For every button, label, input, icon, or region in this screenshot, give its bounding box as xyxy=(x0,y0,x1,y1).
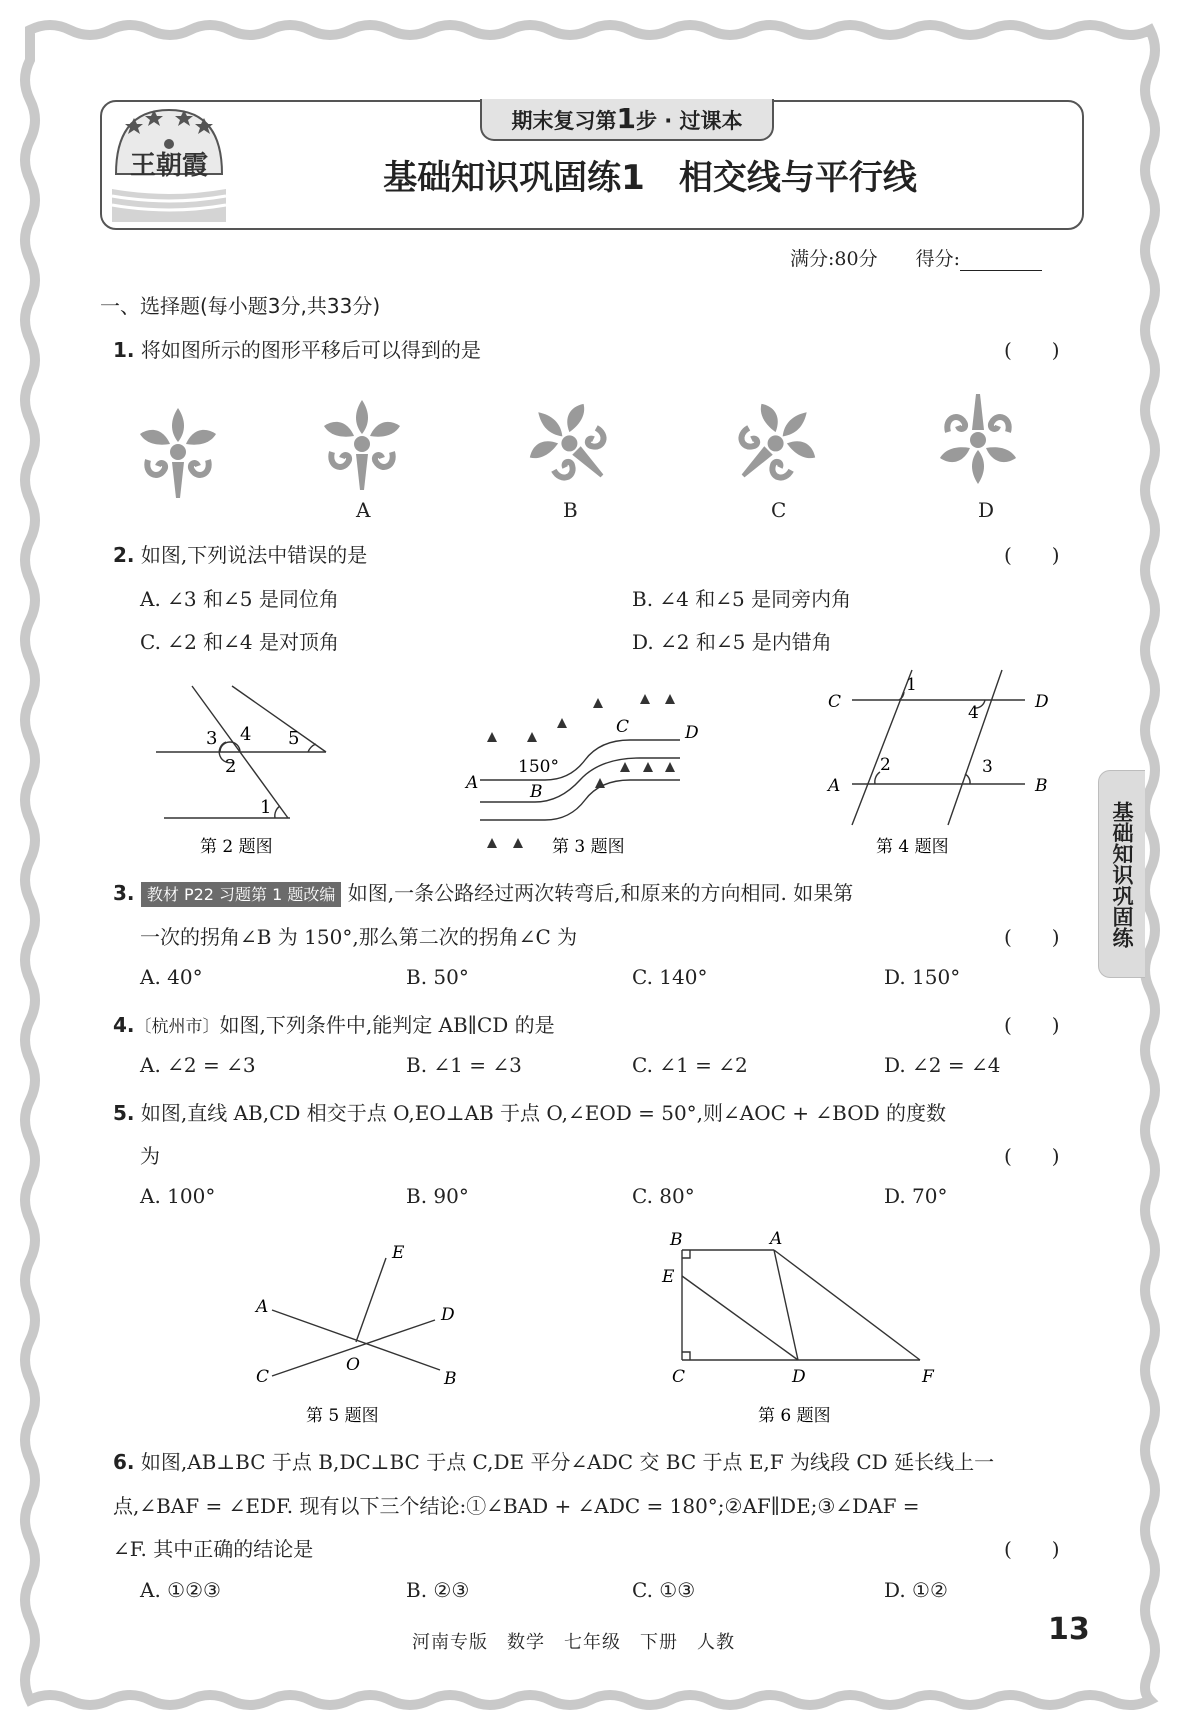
q1-label-b: B xyxy=(563,498,578,522)
q4-option-b[interactable]: B. ∠1 = ∠3 xyxy=(406,1053,522,1077)
q6-text-line1: 如图,AB⊥BC 于点 B,DC⊥BC 于点 C,DE 平分∠ADC 交 BC 于点 E,F 为线段 CD 延长线上一 xyxy=(140,1450,995,1474)
fig6-label-e: E xyxy=(662,1267,675,1287)
fig5-label-a: A xyxy=(256,1297,269,1317)
q6-answer-paren[interactable]: ( ) xyxy=(1004,1537,1060,1561)
fig4-label-2: 2 xyxy=(880,755,891,775)
fig4-diagram xyxy=(852,670,1025,825)
q6-stem-line1 xyxy=(113,1446,994,1475)
q5-number: 5. xyxy=(113,1101,135,1125)
fig3-diagram xyxy=(480,740,680,820)
q6-option-d[interactable]: D. ①② xyxy=(884,1578,948,1602)
q2-answer-paren[interactable]: ( ) xyxy=(1004,543,1060,567)
q5-option-d[interactable]: D. 70° xyxy=(884,1184,948,1208)
page-number: 13 xyxy=(1048,1612,1090,1647)
q3-option-c[interactable]: C. 140° xyxy=(632,965,708,989)
q2-text: 如图,下列说法中错误的是 xyxy=(140,543,368,567)
q2-number: 2. xyxy=(113,543,135,567)
fig4-label-c: C xyxy=(828,692,842,712)
q5-option-c[interactable]: C. 80° xyxy=(632,1184,695,1208)
q4-source: 〔杭州市〕 xyxy=(134,1017,220,1037)
fig5-label-e: E xyxy=(392,1243,405,1263)
q2-option-a[interactable]: A. ∠3 和∠5 是同位角 xyxy=(140,587,339,611)
fig5-label-d: D xyxy=(441,1305,455,1325)
q3-text-line2: 一次的拐角∠B 为 150°,那么第二次的拐角∠C 为 xyxy=(140,925,578,949)
full-score: 满分:80分 xyxy=(790,248,878,270)
step-number: 1 xyxy=(616,102,636,135)
q1-stem xyxy=(113,334,481,363)
q1-figures xyxy=(120,370,1080,530)
score-label: 得分: xyxy=(915,248,961,270)
q3-text-line1: 如图,一条公路经过两次转弯后,和原来的方向相同. 如果第 xyxy=(347,881,854,905)
q2-option-c[interactable]: C. ∠2 和∠4 是对顶角 xyxy=(140,630,339,654)
q6-option-c[interactable]: C. ①③ xyxy=(632,1578,696,1602)
q4-option-a[interactable]: A. ∠2 = ∠3 xyxy=(140,1053,256,1077)
fig5-caption: 第 5 题图 xyxy=(306,1406,379,1426)
fig3-label-150: 150° xyxy=(518,757,559,777)
step-banner xyxy=(480,99,774,141)
q1-text: 将如图所示的图形平移后可以得到的是 xyxy=(140,338,481,362)
fig2-label-2: 2 xyxy=(225,756,237,777)
fig4-caption: 第 4 题图 xyxy=(876,837,949,857)
q4-number: 4. xyxy=(113,1013,135,1037)
figures-row-2 xyxy=(240,1220,980,1430)
q4-stem xyxy=(113,1009,555,1038)
q5-answer-paren[interactable]: ( ) xyxy=(1004,1144,1060,1168)
option-a-shape xyxy=(324,400,400,490)
side-tab[interactable]: 基础知识巩固练 xyxy=(1098,770,1145,978)
q6-option-b[interactable]: B. ②③ xyxy=(406,1578,470,1602)
q5-text-line1: 如图,直线 AB,CD 相交于点 O,EO⊥AB 于点 O,∠EOD = 50°,则∠AOC + ∠BOD 的度数 xyxy=(140,1101,947,1125)
fig6-caption: 第 6 题图 xyxy=(758,1406,831,1426)
option-b-shape xyxy=(511,385,628,502)
q3-source-tag: 教材 P22 习题第 1 题改编 xyxy=(141,882,342,907)
fig6-label-c: C xyxy=(672,1367,686,1387)
q2-stem xyxy=(113,539,367,568)
q6-text-line2: 点,∠BAF = ∠EDF. 现有以下三个结论:①∠BAD + ∠ADC = 180°;②AF∥DE;③∠DAF = xyxy=(113,1494,920,1518)
q3-option-a[interactable]: A. 40° xyxy=(140,965,203,989)
page-title: 基础知识巩固练1 相交线与平行线 xyxy=(383,158,917,198)
q4-option-d[interactable]: D. ∠2 = ∠4 xyxy=(884,1053,1001,1077)
q1-answer-paren[interactable]: ( ) xyxy=(1004,338,1060,362)
footer-text: 河南专版 数学 七年级 下册 人教 xyxy=(412,1632,735,1653)
logo-text: 王朝霞 xyxy=(129,151,209,181)
fig3-caption: 第 3 题图 xyxy=(552,837,625,857)
q1-label-a: A xyxy=(356,498,371,522)
fig3-label-a: A xyxy=(466,773,479,793)
score-blank xyxy=(960,252,1042,271)
fig2-label-3: 3 xyxy=(206,728,218,749)
fig3-label-c: C xyxy=(616,717,630,737)
q3-option-b[interactable]: B. 50° xyxy=(406,965,469,989)
q1-number: 1. xyxy=(113,338,135,362)
fig5-label-c: C xyxy=(256,1367,270,1387)
q5-option-a[interactable]: A. 100° xyxy=(140,1184,216,1208)
fig2-caption: 第 2 题图 xyxy=(200,837,273,857)
fig5-label-o: O xyxy=(346,1355,360,1375)
fig2-label-4: 4 xyxy=(240,724,252,745)
q4-text: 如图,下列条件中,能判定 AB∥CD 的是 xyxy=(219,1013,555,1037)
fig2-diagram xyxy=(156,686,326,818)
q3-answer-paren[interactable]: ( ) xyxy=(1004,925,1060,949)
fig3-label-b: B xyxy=(530,782,543,802)
q5-stem-line1 xyxy=(113,1097,946,1126)
q4-answer-paren[interactable]: ( ) xyxy=(1004,1013,1060,1037)
section-title: 一、选择题(每小题3分,共33分) xyxy=(100,294,381,318)
q5-text-line2: 为 xyxy=(140,1144,160,1168)
option-c-shape xyxy=(716,385,833,502)
fig4-label-1: 1 xyxy=(906,675,917,695)
q6-text-line3: ∠F. 其中正确的结论是 xyxy=(113,1537,314,1561)
score-line xyxy=(790,244,1042,271)
figures-row-1 xyxy=(140,660,1060,865)
q2-option-b[interactable]: B. ∠4 和∠5 是同旁内角 xyxy=(632,587,852,611)
q6-option-a[interactable]: A. ①②③ xyxy=(140,1578,221,1602)
step-suffix: 步 · 过课本 xyxy=(635,109,743,133)
fig3-trees xyxy=(487,694,675,848)
fig6-label-f: F xyxy=(922,1367,934,1387)
option-d-shape xyxy=(940,394,1016,484)
fig4-label-3: 3 xyxy=(982,757,993,777)
fig4-label-a: A xyxy=(828,776,841,796)
fig6-label-a: A xyxy=(770,1229,783,1249)
fig5-label-b: B xyxy=(444,1369,457,1389)
q1-label-c: C xyxy=(771,498,787,522)
fig6-label-d: D xyxy=(792,1367,806,1387)
fig6-diagram xyxy=(682,1250,920,1360)
q3-option-d[interactable]: D. 150° xyxy=(884,965,961,989)
fig6-label-b: B xyxy=(670,1230,683,1250)
fig2-label-1: 1 xyxy=(260,797,272,818)
fig4-label-b: B xyxy=(1035,776,1048,796)
step-prefix: 期末复习第 xyxy=(511,109,617,133)
fig4-label-d: D xyxy=(1035,692,1049,712)
fig4-label-4: 4 xyxy=(968,703,979,723)
q3-stem-line1 xyxy=(113,877,853,906)
q5-option-b[interactable]: B. 90° xyxy=(406,1184,469,1208)
q6-number: 6. xyxy=(113,1450,135,1474)
q4-option-c[interactable]: C. ∠1 = ∠2 xyxy=(632,1053,748,1077)
q2-option-d[interactable]: D. ∠2 和∠5 是内错角 xyxy=(632,630,832,654)
fig3-label-d: D xyxy=(685,723,699,743)
q3-number: 3. xyxy=(113,881,135,905)
fig2-label-5: 5 xyxy=(288,728,300,749)
original-shape xyxy=(140,408,216,498)
q1-label-d: D xyxy=(978,498,995,522)
brand-logo xyxy=(104,104,234,224)
